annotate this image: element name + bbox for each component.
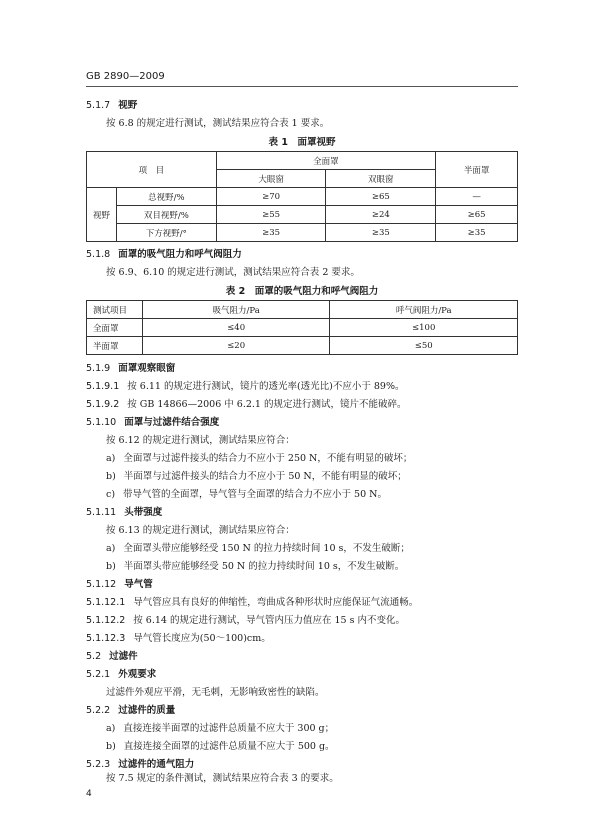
table-row <box>87 319 518 337</box>
table-cell: ≤40 <box>142 319 330 337</box>
table-1-caption: 表 1 面罩视野 <box>268 137 336 148</box>
table-cell: 总视野/% <box>116 188 216 206</box>
table-cell: ≥35 <box>436 224 518 242</box>
section-5-1-11-text: 按 6.13 的规定进行测试，测试结果应符合： <box>106 525 295 536</box>
table-cell: 下方视野/° <box>116 224 216 242</box>
section-5-1-10-text: 按 6.12 的规定进行测试，测试结果应符合： <box>106 435 295 446</box>
table-cell: ≥24 <box>326 206 436 224</box>
section-5-1-12-heading: 5.1.12 导气管 <box>86 579 153 590</box>
section-5-1-10-heading: 5.1.10 面罩与过滤件结合强度 <box>86 417 220 428</box>
section-5-2-1-text: 过滤件外观应平滑，无毛刺，无影响致密性的缺陷。 <box>106 687 325 698</box>
table-row <box>87 337 518 355</box>
list-item: b) 半面罩与过滤件接头的结合力不应小于 50 N，不能有明显的破坏； <box>106 471 407 482</box>
section-5-1-8-heading: 5.1.8 面罩的吸气阻力和呼气阀阻力 <box>86 249 242 260</box>
header-rule <box>86 86 518 87</box>
section-5-2-heading: 5.2 过滤件 <box>86 651 138 662</box>
list-item: a) 全面罩头带应能够经受 150 N 的拉力持续时间 10 s，不发生破断； <box>106 543 410 554</box>
table-1 <box>86 151 518 242</box>
table-1-head-big: 大眼窗 <box>216 170 326 188</box>
page-number: 4 <box>86 789 92 799</box>
table-1-group: 视野 <box>87 188 117 242</box>
section-5-1-9-heading: 5.1.9 面罩观察眼窗 <box>86 363 176 374</box>
table-row <box>87 188 518 206</box>
section-5-1-12-3: 5.1.12.3 导气管长度应为(50～100)cm。 <box>86 633 271 644</box>
section-5-1-8-text: 按 6.9、6.10 的规定进行测试，测试结果应符合表 2 要求。 <box>106 267 360 278</box>
table-cell: ≤50 <box>330 337 518 355</box>
table-cell: ≤100 <box>330 319 518 337</box>
table-2-head-exhale: 呼气阀阻力/Pa <box>330 301 518 319</box>
section-5-2-3-heading: 5.2.3 过滤件的通气阻力 <box>86 759 195 770</box>
table-2-head-inhale: 吸气阻力/Pa <box>142 301 330 319</box>
section-5-2-1-heading: 5.2.1 外观要求 <box>86 669 157 680</box>
table-row <box>87 206 518 224</box>
section-5-1-12-2: 5.1.12.2 按 6.14 的规定进行测试，导气管内压力值应在 15 s 内不变化。 <box>86 615 405 626</box>
table-cell: ≥35 <box>216 224 326 242</box>
table-cell: ≥65 <box>436 206 518 224</box>
table-1-head-half: 半面罩 <box>436 152 518 188</box>
table-cell: ≥70 <box>216 188 326 206</box>
table-cell: ≥65 <box>326 188 436 206</box>
list-item: a) 直接连接半面罩的过滤件总质量不应大于 300 g； <box>106 723 335 734</box>
list-item: b) 半面罩头带应能够经受 50 N 的拉力持续时间 10 s，不发生破断。 <box>106 561 405 572</box>
section-5-2-3-text: 按 7.5 规定的条件测试，测试结果应符合表 3 的要求。 <box>106 773 339 784</box>
list-item: b) 直接连接全面罩的过滤件总质量不应大于 500 g。 <box>106 741 335 752</box>
section-5-1-7-text: 按 6.8 的规定进行测试，测试结果应符合表 1 要求。 <box>106 118 330 129</box>
table-2-caption: 表 2 面罩的吸气阻力和呼气阀阻力 <box>225 286 379 297</box>
table-cell: 全面罩 <box>87 319 143 337</box>
table-1-head-item: 项 目 <box>87 152 217 188</box>
table-cell: ≤20 <box>142 337 330 355</box>
standard-code: GB 2890—2009 <box>86 71 165 82</box>
section-5-1-9-2: 5.1.9.2 按 GB 14866—2006 中 6.2.1 的规定进行测试，镜片不能破碎。 <box>86 399 407 410</box>
section-5-1-7-heading: 5.1.7 视野 <box>86 100 138 111</box>
list-item: c) 带导气管的全面罩，导气管与全面罩的结合力不应小于 50 N。 <box>106 489 387 500</box>
table-1-head-full: 全面罩 <box>216 152 435 170</box>
list-item: a) 全面罩与过滤件接头的结合力不应小于 250 N，不能有明显的破坏； <box>106 453 413 464</box>
table-cell: ≥55 <box>216 206 326 224</box>
table-cell: ≥35 <box>326 224 436 242</box>
section-5-1-9-1: 5.1.9.1 按 6.11 的规定进行测试，镜片的透光率(透光比)不应小于 89%。 <box>86 381 405 392</box>
section-5-1-11-heading: 5.1.11 头带强度 <box>86 507 163 518</box>
section-5-2-2-heading: 5.2.2 过滤件的质量 <box>86 705 176 716</box>
table-2-head-item: 测试项目 <box>87 301 143 319</box>
table-row <box>87 224 518 242</box>
table-cell: 双目视野/% <box>116 206 216 224</box>
table-cell: 半面罩 <box>87 337 143 355</box>
section-5-1-12-1: 5.1.12.1 导气管应具有良好的伸缩性，弯曲成各种形状时应能保证气流通畅。 <box>86 597 419 608</box>
table-cell: — <box>436 188 518 206</box>
table-1-head-double: 双眼窗 <box>326 170 436 188</box>
table-2 <box>86 300 518 355</box>
